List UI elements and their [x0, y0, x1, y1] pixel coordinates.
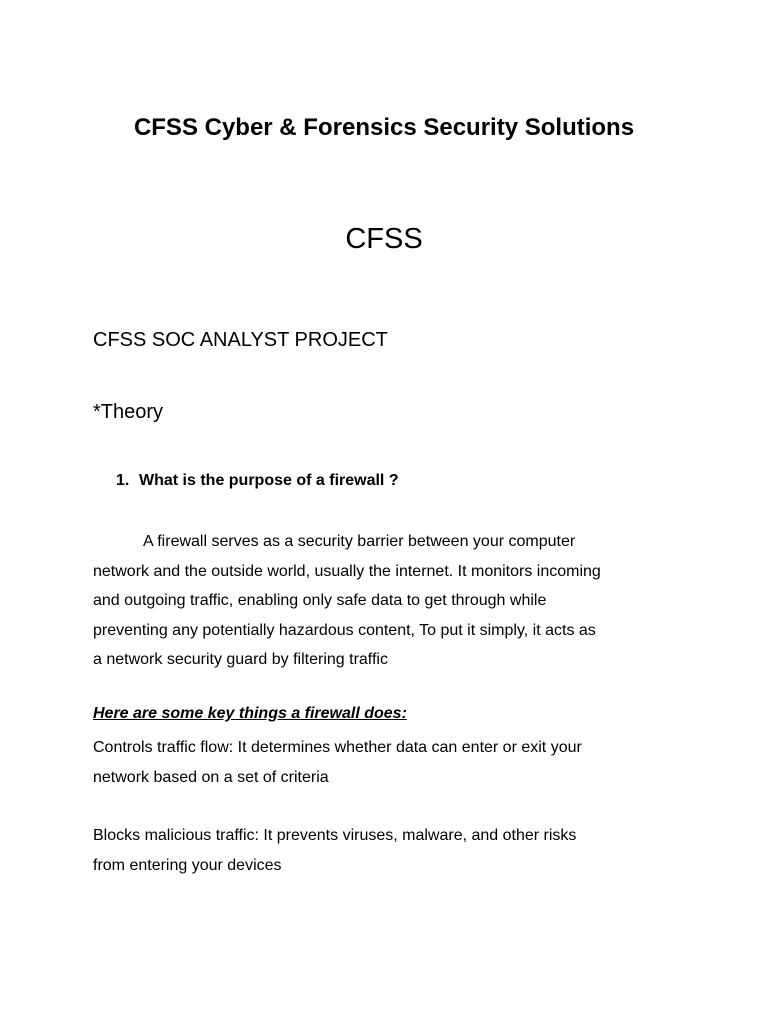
key-point-controls-traffic — [93, 733, 693, 792]
key-things-heading: Here are some key things a firewall does: — [93, 705, 407, 722]
key-point-line: Blocks malicious traffic: It prevents viruses, malware, and other risks — [93, 827, 577, 844]
document-title: CFSS Cyber & Forensics Security Solutions — [133, 114, 635, 141]
question-number: 1. — [116, 472, 130, 489]
answer-line: network and the outside world, usually the internet. It monitors incoming — [93, 562, 601, 580]
answer-line: preventing any potentially hazardous content, To put it simply, it acts as — [93, 621, 596, 639]
answer-paragraph — [93, 527, 693, 675]
question-text: What is the purpose of a firewall ? — [139, 472, 399, 489]
key-point-line: Controls traffic flow: It determines whether data can enter or exit your — [93, 739, 582, 756]
section-label-theory: *Theory — [93, 401, 164, 423]
project-title: CFSS SOC ANALYST PROJECT — [93, 329, 388, 351]
key-point-line: network based on a set of criteria — [93, 768, 329, 786]
key-point-line: from entering your devices — [93, 856, 282, 874]
answer-line: a network security guard by filtering traffic — [93, 651, 388, 668]
answer-line: A firewall serves as a security barrier between your computer — [143, 533, 576, 550]
question-1 — [116, 472, 399, 490]
answer-line: and outgoing traffic, enabling only safe data to get through while — [93, 592, 547, 609]
brand-name: CFSS — [345, 223, 423, 255]
key-point-blocks-malicious — [93, 821, 693, 880]
